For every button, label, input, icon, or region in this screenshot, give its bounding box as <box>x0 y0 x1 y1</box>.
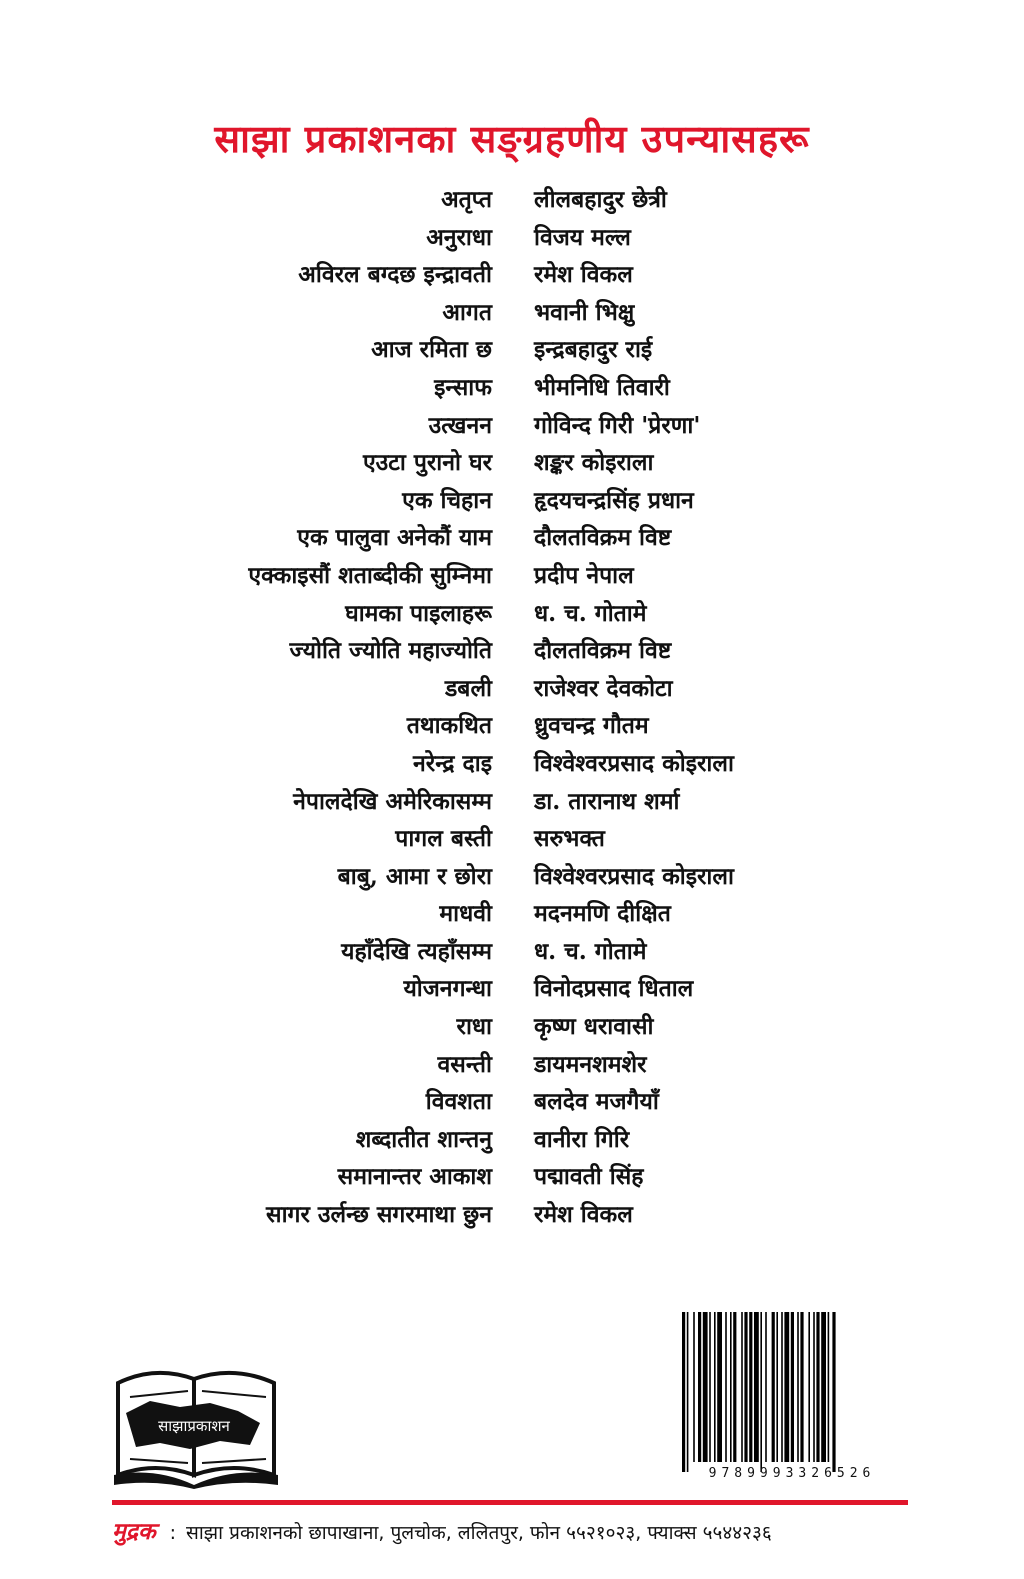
book-title: राधा <box>456 1013 492 1041</box>
book-row <box>0 404 1024 442</box>
book-row <box>0 667 1024 705</box>
barcode-bar <box>703 1312 708 1462</box>
book-author: इन्द्रबहादुर राई <box>534 336 653 364</box>
book-row <box>0 1043 1024 1081</box>
book-author: लीलबहादुर छेत्री <box>534 186 667 213</box>
barcode-bar <box>791 1312 794 1462</box>
barcode-bar <box>776 1312 778 1462</box>
barcode-bar <box>821 1312 826 1462</box>
book-author: दौलतविक्रम विष्ट <box>534 637 672 665</box>
book-author: ध. च. गोतामे <box>534 599 647 627</box>
book-row <box>0 892 1024 930</box>
book-author: बलदेव मजगैयाँ <box>534 1088 659 1116</box>
book-row <box>0 592 1024 630</box>
book-row <box>0 967 1024 1005</box>
book-title: सागर उर्लन्छ सगरमाथा छुन <box>266 1201 492 1229</box>
book-title: अतृप्त <box>441 186 492 213</box>
book-author: सरुभक्त <box>534 825 605 853</box>
printer-label: मुद्रक <box>112 1519 156 1545</box>
book-row <box>0 1193 1024 1231</box>
logo-text: साझाप्रकाशन <box>158 1417 230 1435</box>
footer-divider <box>112 1500 908 1505</box>
barcode-bar <box>682 1312 685 1472</box>
book-author: वानीरा गिरि <box>534 1125 630 1153</box>
book-row <box>0 1118 1024 1156</box>
barcode-bar <box>698 1312 701 1462</box>
book-row <box>0 328 1024 366</box>
printer-text: साझा प्रकाशनको छापाखाना, पुलचोक, ललितपुर, फोन ५५२१०२३, फ्याक्स ५५४४२३६ <box>186 1522 772 1544</box>
barcode-bar <box>797 1312 799 1462</box>
book-author: विश्वेश्वरप्रसाद कोइराला <box>534 749 734 777</box>
book-author: डायमनशमशेर <box>534 1050 647 1078</box>
book-title: शब्दातीत शान्तनु <box>355 1125 492 1153</box>
book-title: एक चिहान <box>402 486 492 514</box>
book-title: पागल बस्ती <box>395 825 492 853</box>
book-row <box>0 516 1024 554</box>
book-author: शङ्कर कोइराला <box>534 449 654 477</box>
book-author: दौलतविक्रम विष्ट <box>534 524 672 552</box>
book-row <box>0 1155 1024 1193</box>
book-author: विनोदप्रसाद धिताल <box>534 975 694 1003</box>
barcode-bar <box>800 1312 803 1462</box>
book-row <box>0 479 1024 517</box>
book-title: अविरल बग्दछ इन्द्रावती <box>298 261 492 289</box>
barcode-bar <box>687 1312 689 1472</box>
book-author: हृदयचन्द्रसिंह प्रधान <box>534 486 694 514</box>
book-row <box>0 742 1024 780</box>
book-row <box>0 366 1024 404</box>
barcode-bar <box>816 1312 819 1462</box>
book-row <box>0 216 1024 254</box>
book-row <box>0 253 1024 291</box>
book-author: विजय मल्ल <box>534 223 631 251</box>
book-title: वसन्ती <box>437 1050 492 1078</box>
book-author: प्रदीप नेपाल <box>534 561 634 589</box>
book-row <box>0 291 1024 329</box>
barcode-bar <box>813 1312 815 1462</box>
book-title: माधवी <box>439 900 492 928</box>
book-row <box>0 1005 1024 1043</box>
barcode-bar <box>693 1312 695 1462</box>
book-list <box>0 178 1024 1231</box>
book-title: एउटा पुरानो घर <box>362 449 492 477</box>
book-title: तथाकथित <box>406 712 492 740</box>
book-title: इन्साफ <box>434 373 492 401</box>
book-row <box>0 817 1024 855</box>
barcode-bar <box>709 1312 711 1462</box>
book-author: गोविन्द गिरी 'प्रेरणा' <box>534 411 701 439</box>
book-title: आगत <box>442 298 492 326</box>
book-title: ज्योति ज्योति महाज्योति <box>289 637 492 665</box>
barcode-bar <box>784 1312 789 1462</box>
book-author: भीमनिधि तिवारी <box>534 373 670 401</box>
book-title: उत्खनन <box>428 411 492 439</box>
barcode-bar <box>717 1312 722 1462</box>
book-row <box>0 930 1024 968</box>
barcode-bar <box>765 1312 767 1462</box>
book-row <box>0 554 1024 592</box>
book-title: एक्काइसौं शताब्दीकी सुम्निमा <box>248 561 492 589</box>
book-title: विवशता <box>425 1088 492 1116</box>
barcode-bar <box>781 1312 783 1462</box>
book-author: रमेश विकल <box>534 261 633 289</box>
barcode-bar <box>754 1312 759 1462</box>
isbn-digits: 9789993326526 <box>708 1466 876 1481</box>
book-title: आज रमिता छ <box>371 336 492 364</box>
barcode-bar <box>744 1312 747 1462</box>
barcode-bar <box>741 1312 743 1462</box>
book-row <box>0 1080 1024 1118</box>
book-author: डा. तारानाथ शर्मा <box>534 787 680 815</box>
barcode-bar <box>714 1312 716 1462</box>
book-title: नेपालदेखि अमेरिकासम्म <box>293 787 492 815</box>
book-title: यहाँदेखि त्यहाँसम्म <box>341 937 492 965</box>
barcode-bar <box>828 1312 830 1462</box>
book-author: पद्मावती सिंह <box>534 1163 644 1191</box>
book-row <box>0 178 1024 216</box>
book-title: एक पालुवा अनेकौं याम <box>297 524 492 552</box>
printer-info: मुद्रक : साझा प्रकाशनको छापाखाना, पुलचोक, ललितपुर, फोन ५५२१०२३, फ्याक्स ५५४४२३६ <box>112 1519 772 1545</box>
book-row <box>0 780 1024 818</box>
book-row <box>0 629 1024 667</box>
barcode-bar <box>730 1312 732 1462</box>
book-title: घामका पाइलाहरू <box>345 599 492 627</box>
book-title: नरेन्द्र दाइ <box>413 749 492 777</box>
barcode-bar <box>772 1312 775 1462</box>
page-title: साझा प्रकाशनका सङ्ग्रहणीय उपन्यासहरू <box>214 117 810 161</box>
book-title: अनुराधा <box>426 223 492 251</box>
book-author: मदनमणि दीक्षित <box>534 900 671 928</box>
book-row <box>0 704 1024 742</box>
book-author: भवानी भिक्षु <box>534 298 635 326</box>
barcode-bar <box>749 1312 752 1462</box>
isbn-barcode <box>676 1312 908 1484</box>
book-author: विश्वेश्वरप्रसाद कोइराला <box>534 862 734 890</box>
book-author: कृष्ण धरावासी <box>534 1013 654 1041</box>
book-row <box>0 855 1024 893</box>
barcode-bar <box>832 1312 835 1472</box>
barcode-bar <box>760 1312 762 1472</box>
book-author: ध्रुवचन्द्र गौतम <box>534 712 649 740</box>
book-row <box>0 441 1024 479</box>
barcode-bar <box>725 1312 727 1462</box>
publisher-logo-icon <box>110 1363 282 1491</box>
book-author: राजेश्वर देवकोटा <box>534 674 673 702</box>
book-author: रमेश विकल <box>534 1201 633 1229</box>
book-title: समानान्तर आकाश <box>337 1163 492 1191</box>
book-title: योजनगन्धा <box>403 975 492 1003</box>
book-title: बाबु, आमा र छोरा <box>337 862 492 890</box>
book-author: ध. च. गोतामे <box>534 937 647 965</box>
barcode-bar <box>808 1312 810 1462</box>
barcode-bar <box>733 1312 736 1462</box>
book-title: डबली <box>445 674 492 702</box>
